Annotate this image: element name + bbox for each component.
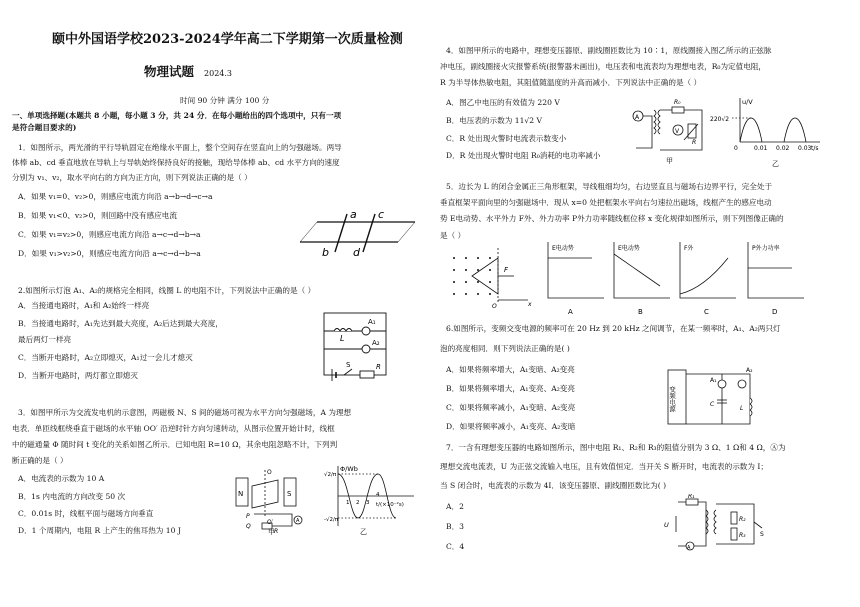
q6-fig-label: C	[710, 401, 715, 408]
q3-option-c: C．0.01s 时，线框平面与磁场方向垂直	[18, 509, 154, 518]
q1-fig-label: a	[350, 208, 357, 221]
q4-option-b: B．电压表的示数为 11√2 V	[446, 116, 542, 125]
q6-line: 6.如图所示，变频交变电源的频率可在 20 Hz 到 20 kHz 之间调节，在某一频率时，A₁、A₂两只灯	[446, 324, 781, 333]
q5-fig-label: F	[504, 266, 509, 274]
q1-line: 1．如图所示，两光滑的平行导轨固定在绝缘水平面上，整个空间存在竖直向上的匀强磁场。两导	[18, 143, 342, 152]
q5-graph-label: P外力功率	[752, 245, 780, 252]
q4-fig-label: R₀	[674, 99, 681, 106]
q2-fig-label: L	[340, 334, 345, 343]
q2-option-b-cont: 最后两灯一样亮	[18, 335, 72, 344]
q4-option-c: C．R 处出现火警时电流表示数变小	[446, 134, 567, 143]
q3-flux-graph	[324, 464, 416, 536]
q6-fig-label: A₁	[710, 377, 717, 384]
q4-fig-label-yi: 乙	[772, 160, 779, 168]
q3-fig-label-jia: 甲	[268, 528, 275, 536]
q3-fig-label: 2	[356, 500, 360, 506]
q5-graph-label: E电动势	[618, 245, 640, 252]
q4-voltage-graph	[710, 96, 822, 170]
q2-circuit-figure	[310, 303, 402, 383]
q6-line: 泡的亮度相同．则下列说法正确的是( )	[440, 344, 570, 353]
q1-line: 体棒 ab、cd 垂直地放在导轨上与导轨始终保持良好的接触，现给导体棒 ab、cd 水平方向的速度	[12, 158, 340, 167]
q3-generator-figure	[232, 466, 317, 536]
q3-line: 中的磁通量 Φ 随时间 t 变化的关系如图乙所示．已知电阻 R=10 Ω，其余电阻忽略不计，下列判	[12, 440, 338, 449]
q5-graph-label: E电动势	[552, 245, 574, 252]
exam-subtitle	[144, 66, 232, 80]
q7-fig-label: S	[760, 531, 764, 538]
q3-fig-label: Q	[246, 523, 251, 530]
q4-circuit-figure	[626, 96, 706, 166]
exam-date: 2024.3	[204, 69, 233, 78]
time-info: 时间 90 分钟 满分 100 分	[180, 96, 270, 105]
q4-fig-label: t/s	[811, 145, 819, 152]
subtitle-text: 物理试题	[144, 64, 195, 79]
q2-option-c: C．当断开电路时，A₂立即熄灭，A₁过一会儿才熄灭	[18, 353, 193, 362]
section1-heading-2: 是符合题目要求的)	[12, 123, 77, 132]
q3-fig-label: -√2/π	[324, 517, 339, 523]
q6-option-d: D．如果将频率减小，A₁变亮、A₂变暗	[446, 422, 576, 431]
exam-title: 颐中外国语学校2023-2024学年高二下学期第一次质量检测	[52, 32, 403, 47]
q4-fig-label: 0	[734, 145, 738, 152]
q7-fig-label: R₃	[739, 532, 746, 539]
q7-fig-label: R₂	[739, 516, 746, 523]
q7-line: 当 S 闭合时，电流表的示数为 4I．该变压器原、副线圈匝数比为( )	[440, 481, 667, 490]
q4-fig-label: V	[675, 128, 680, 135]
q5-option-letter: D	[772, 308, 778, 316]
q6-fig-label: 变频电源	[668, 386, 676, 412]
q3-fig-label-yi: 乙	[360, 528, 367, 536]
q3-fig-label: O	[267, 469, 272, 476]
q3-option-a: A．电流表的示数为 10 A	[18, 474, 105, 483]
q5-fig-label: O	[492, 303, 497, 310]
q2-fig-label: R	[376, 363, 381, 371]
q5-line: 势 E电动势、水平外力 F外、外力功率 P外力功率随线框位移 x 变化规律如图所示，则下列图像正确的	[440, 214, 784, 223]
q2-option-a: A．当接通电路时，A₁和 A₂始终一样亮	[18, 301, 150, 310]
q5-option-letter: C	[704, 308, 709, 316]
q4-fig-label: 0.03	[798, 145, 812, 152]
q3-fig-label: N	[238, 490, 244, 498]
q3-fig-label: A	[296, 518, 300, 524]
q7-line: 理想交流电流表，U 为正弦交流输入电压，且有效值恒定．当开关 S 断开时，电流表的示数为 I；	[440, 462, 769, 471]
q3-fig-label: 1	[346, 500, 350, 506]
q7-line: 7．一含有理想变压器的电路如图所示，图中电阻 R₁、R₂和 R₃的阻值分别为 3 Ω、1 Ω和 4 Ω，Ⓐ为	[446, 443, 786, 452]
q3-option-d: D．1 个周期内，电阻 R 上产生的焦耳热为 10 J	[18, 526, 181, 535]
q1-fig-label: b	[322, 246, 329, 258]
q3-fig-label: O′	[267, 519, 274, 526]
q7-circuit-figure	[656, 494, 772, 554]
q4-fig-label: R	[692, 139, 697, 146]
q4-option-d: D．R 处出现火警时电阻 R₀消耗的电功率减小	[446, 151, 601, 160]
q2-fig-label: S	[346, 361, 351, 369]
q6-fig-label: L	[740, 405, 744, 412]
q5-graph-label: F外	[684, 245, 694, 252]
q2-fig-label: A₁	[368, 318, 376, 326]
q1-option-c: C．如果 v₁=v₂>0，则感应电流方向沿 a→c→d→b→a	[18, 230, 201, 239]
q1-option-d: D．如果 v₁>v₂>0，则感应电流方向沿 a→c→d→b→a	[18, 249, 201, 258]
q1-option-b: B．如果 v₁<0、v₂>0，则回路中没有感应电流	[18, 211, 177, 220]
q4-fig-label: 0.01	[754, 145, 768, 152]
section1-heading-1: 一、单项选择题(本题共 8 小题，每小题 3 分，共 24 分．在每小题给出的四个选项中，只有一项	[12, 111, 342, 120]
q3-option-b: B．1s 内电流的方向改变 50 次	[18, 492, 126, 501]
q1-option-a: A．如果 v₁=0、v₂>0，则感应电流方向沿 a→b→d→c→a	[18, 192, 213, 201]
q2-option-b: B．当接通电路时，A₁先达到最大亮度，A₂后达到最大亮度，	[18, 319, 223, 328]
q3-fig-label: P	[246, 513, 250, 520]
q3-fig-label: √2/π	[324, 472, 337, 478]
q3-fig-label: R	[274, 528, 279, 535]
q4-fig-label: 0.02	[776, 145, 790, 152]
q6-circuit-figure	[662, 360, 762, 432]
q6-option-c: C．如果将频率减小，A₁变暗、A₂变亮	[446, 403, 576, 412]
q6-fig-label: A₂	[746, 367, 753, 374]
q3-line: 3．如图甲所示为交流发电机的示意图，两磁极 N、S 间的磁场可视为水平方向匀强磁场，A 为理想	[18, 408, 352, 417]
q2-fig-label: A₂	[372, 339, 380, 347]
q4-fig-label: 220√2	[710, 116, 730, 123]
q4-line: 冲电压，副线圈接火灾报警系统(报警器未画出)，电压表和电流表均为理想电表，R₀为定值电阻，	[440, 62, 767, 71]
q1-fig-label: c	[378, 208, 385, 221]
q4-line: R 为半导体热敏电阻，其阻值随温度的升高而减小．下列说法中正确的是（ ）	[440, 78, 702, 87]
q6-option-a: A．如果将频率增大，A₁变暗、A₂变亮	[446, 365, 575, 374]
q4-fig-label: A	[635, 114, 640, 121]
q7-fig-label: R₁	[688, 494, 695, 500]
q1-fig-label: d	[353, 246, 360, 258]
q7-option-c: C．4	[446, 542, 465, 551]
q7-fig-label: A	[687, 545, 691, 551]
q3-fig-label: Φ/Wb	[340, 465, 358, 473]
q4-fig-label-jia: 甲	[666, 157, 673, 165]
q2-option-d: D．当断开电路时，两灯都立即熄灭	[18, 371, 138, 380]
q7-fig-label: U	[664, 521, 669, 529]
q5-line: 是（ ）	[440, 231, 466, 240]
q7-option-b: B．3	[446, 522, 465, 531]
q6-option-b: B．如果将频率增大，A₁变亮、A₂变亮	[446, 384, 575, 393]
q5-figures	[442, 238, 847, 316]
q1-rails-figure	[295, 208, 420, 258]
q5-line: 垂直框架平面向里的匀强磁场中．现从 x=0 处把框架水平向右匀速拉出磁场，线框产生的感应电动	[440, 198, 772, 207]
q3-fig-label: t/(×10⁻²s)	[376, 502, 404, 508]
q3-fig-label: S	[287, 490, 292, 498]
q3-line: 断正确的是（ ）	[12, 456, 68, 465]
q3-line: 电表．单匝线框绕垂直于磁场的水平轴 OO′ 沿逆时针方向匀速转动，从图示位置开始计时，线框	[12, 424, 335, 433]
q5-option-letter: A	[568, 308, 573, 316]
q5-option-letter: B	[638, 308, 643, 316]
q2-stem: 2.如图所示灯泡 A₁、A₂的规格完全相同，线圈 L 的电阻不计，下列说法中正确的是（ ）	[18, 286, 316, 295]
q3-fig-label: 4	[376, 492, 380, 498]
q3-fig-label: 3	[366, 500, 370, 506]
q7-option-a: A．2	[446, 502, 464, 511]
q5-fig-label: x	[528, 301, 532, 308]
q4-line: 4．如图甲所示的电路中，理想变压器原、副线圈匝数比为 10∶1，原线圈接入图乙所示的正弦脉	[446, 46, 772, 55]
q5-line: 5．边长为 L 的闭合金属正三角形框架，导线粗细均匀，右边竖直且与磁场右边界平行，完全处于	[446, 182, 773, 191]
q4-fig-label: u/V	[742, 98, 753, 106]
q4-option-a: A．图乙中电压的有效值为 220 V	[446, 98, 560, 107]
q1-line: 分别为 v₁、v₂，取水平向右的方向为正方向，则下列说法正确的是（ ）	[12, 173, 252, 182]
